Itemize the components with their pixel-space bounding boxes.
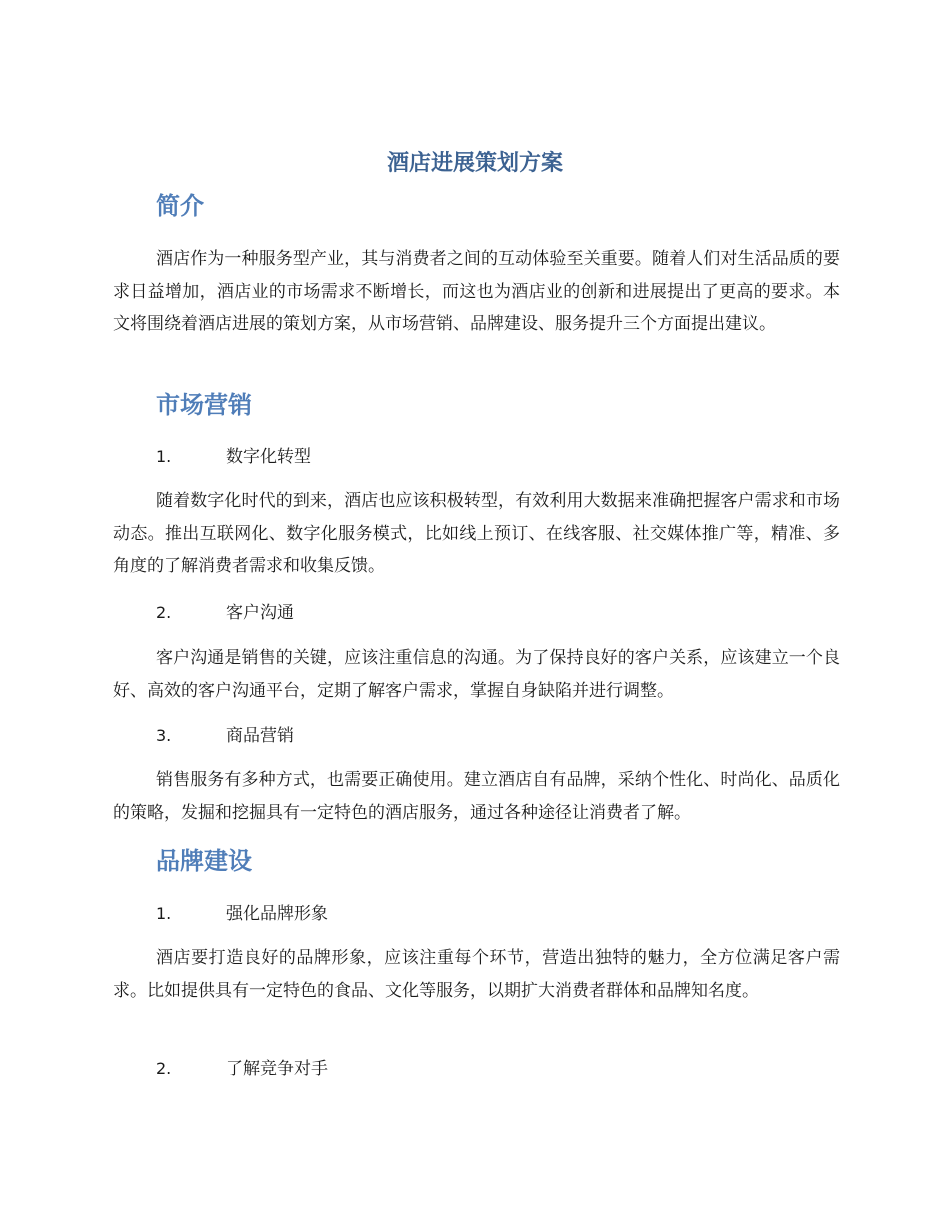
- list-item-digital-transformation: [156, 444, 311, 470]
- list-item-title: 数字化转型: [226, 447, 311, 467]
- list-number: 2.: [156, 1059, 172, 1078]
- section-heading-brand: 品牌建设: [156, 847, 252, 875]
- section-heading-marketing: 市场营销: [156, 391, 252, 419]
- list-number: 1.: [156, 904, 172, 923]
- list-item-title: 了解竞争对手: [226, 1059, 328, 1079]
- brand-image-paragraph: 酒店要打造良好的品牌形象，应该注重每个环节，营造出独特的魅力，全方位满足客户需求。比如提供具有一定特色的食品、文化等服务，以期扩大消费者群体和品牌知名度。: [113, 948, 840, 1001]
- list-number: 1.: [156, 447, 172, 466]
- list-number: 2.: [156, 603, 172, 622]
- list-item-title: 商品营销: [226, 726, 294, 746]
- intro-paragraph: 酒店作为一种服务型产业，其与消费者之间的互动体验至关重要。随着人们对生活品质的要求日益增加，酒店业的市场需求不断增长，而这也为酒店业的创新和进展提出了更高的要求。本文将围绕着酒店进展的策划方案，从市场营销、品牌建设、服务提升三个方面提出建议。: [113, 249, 840, 334]
- list-item-product-marketing: [156, 723, 294, 749]
- document-title: 酒店进展策划方案: [386, 151, 563, 176]
- section-heading-intro: 简介: [156, 192, 204, 220]
- list-item-customer-communication: [156, 600, 294, 626]
- list-item-brand-image: [156, 901, 328, 927]
- digital-transformation-paragraph: 随着数字化时代的到来，酒店也应该积极转型，有效利用大数据来准确把握客户需求和市场动态。推出互联网化、数字化服务模式，比如线上预订、在线客服、社交媒体推广等，精准、多角度的了解消费者需求和收集反馈。: [113, 491, 840, 576]
- list-number: 3.: [156, 726, 172, 745]
- list-item-know-competitors: [156, 1056, 328, 1082]
- customer-communication-paragraph: 客户沟通是销售的关键，应该注重信息的沟通。为了保持良好的客户关系，应该建立一个良好、高效的客户沟通平台，定期了解客户需求，掌握自身缺陷并进行调整。: [113, 648, 840, 701]
- list-item-title: 强化品牌形象: [226, 904, 328, 924]
- list-item-title: 客户沟通: [226, 603, 294, 623]
- product-marketing-paragraph: 销售服务有多种方式，也需要正确使用。建立酒店自有品牌，采纳个性化、时尚化、品质化的策略，发掘和挖掘具有一定特色的酒店服务，通过各种途径让消费者了解。: [113, 770, 840, 823]
